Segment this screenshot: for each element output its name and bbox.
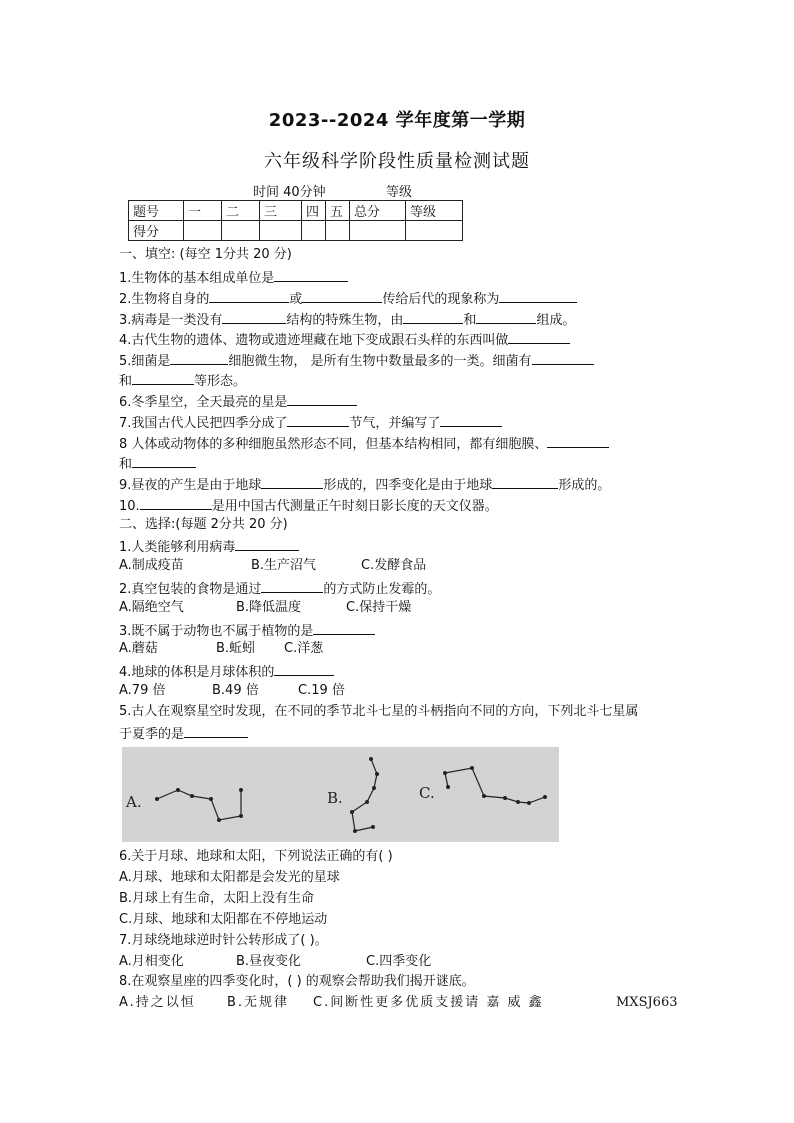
- option-c[interactable]: C.保持干燥: [346, 600, 412, 615]
- option-b-label: B.: [327, 789, 343, 807]
- answer-blank[interactable]: [235, 537, 299, 551]
- answer-blank[interactable]: [132, 454, 196, 468]
- answer-blank[interactable]: [261, 579, 323, 593]
- option-c[interactable]: C.19 倍: [298, 683, 345, 698]
- dipper-b-line: [352, 759, 377, 831]
- question-text: 传给后代的现象称为: [382, 292, 500, 307]
- options-s2-q7: [119, 954, 431, 970]
- answer-blank[interactable]: [287, 413, 349, 427]
- option-b[interactable]: B.生产沼气: [251, 558, 317, 573]
- table-cell: 题号: [129, 201, 184, 221]
- options-s2-q1: [119, 558, 426, 574]
- option-c[interactable]: C.四季变化: [366, 954, 432, 969]
- option-b[interactable]: B.昼夜变化: [236, 954, 302, 969]
- question-s2-q4: [119, 662, 334, 681]
- option-b[interactable]: B.无规律: [227, 995, 290, 1010]
- question-text: 4.古代生物的遗体、遗物或遗迹埋藏在地下变成跟石头样的东西叫做: [119, 333, 509, 348]
- answer-blank[interactable]: [274, 662, 334, 676]
- question-s1-q8: [119, 434, 609, 453]
- options-s2-q3: [119, 641, 323, 657]
- table-cell: 三: [260, 201, 302, 221]
- question-s2-q6: 6.关于月球、地球和太阳，下列说法正确的有( ): [119, 849, 393, 864]
- option-a[interactable]: A.月球、地球和太阳都是会发光的星球: [119, 870, 340, 885]
- question-text: 的方式防止发霉的。: [323, 582, 441, 597]
- question-text: 形成的，四季变化是由于地球: [323, 478, 493, 493]
- option-c[interactable]: C.发酵食品: [361, 558, 427, 573]
- option-c[interactable]: C.月球、地球和太阳都在不停地运动: [119, 912, 328, 927]
- question-s1-q5: [119, 351, 594, 370]
- question-text: 或: [289, 292, 303, 307]
- table-cell: 五: [326, 201, 350, 221]
- answer-blank[interactable]: [547, 434, 609, 448]
- question-text: 形成的。: [558, 478, 611, 493]
- table-cell[interactable]: [326, 221, 350, 241]
- question-s2-q7: 7.月球绕地球逆时针公转形成了( )。: [119, 933, 328, 948]
- option-a[interactable]: A.月相变化: [119, 954, 184, 969]
- option-a[interactable]: A.持之以恒: [119, 995, 196, 1010]
- question-s1-q7: [119, 413, 502, 432]
- footer-code: MXSJ663: [616, 995, 678, 1010]
- question-text: 1.生物体的基本组成单位是: [119, 271, 275, 286]
- section2-heading: 二、选择:(每题 2分共 20 分): [119, 517, 288, 532]
- big-dipper-figure: [122, 747, 559, 842]
- option-b[interactable]: B.月球上有生命，太阳上没有生命: [119, 891, 315, 906]
- dipper-c-stars: [443, 766, 547, 805]
- table-cell: 四: [302, 201, 326, 221]
- question-s1-q6: [119, 392, 357, 411]
- big-dipper-diagrams: [122, 747, 559, 842]
- question-s1-q9: [119, 475, 610, 494]
- question-s2-q3: [119, 621, 375, 640]
- question-text: 组成。: [536, 313, 576, 328]
- table-cell: 总分: [350, 201, 406, 221]
- answer-blank[interactable]: [222, 310, 286, 324]
- question-text: 细胞微生物， 是所有生物中数量最多的一类。细菌有: [228, 354, 532, 369]
- option-b[interactable]: B.49 倍: [212, 683, 259, 698]
- exam-title: 2023--2024 学年度第一学期: [268, 110, 526, 131]
- question-text: 是用中国古代测量正午时刻日影长度的天文仪器。: [211, 499, 498, 514]
- table-row: [129, 221, 463, 241]
- table-cell[interactable]: [260, 221, 302, 241]
- table-cell[interactable]: [222, 221, 260, 241]
- question-s1-q1: [119, 268, 348, 287]
- question-s2-q2: [119, 579, 440, 598]
- option-a[interactable]: A.制成疫苗: [119, 558, 184, 573]
- time-label: 时间 40分钟: [253, 185, 326, 200]
- answer-blank[interactable]: [132, 371, 194, 385]
- answer-blank[interactable]: [440, 413, 502, 427]
- exam-subtitle: 六年级科学阶段性质量检测试题: [264, 151, 530, 172]
- answer-blank[interactable]: [209, 289, 289, 303]
- answer-blank[interactable]: [140, 496, 212, 510]
- grade-label: 等级: [386, 185, 413, 200]
- options-s2-q2: [119, 600, 411, 616]
- section1-heading: 一、填空: (每空 1分共 20 分): [119, 247, 292, 262]
- question-text: 和: [119, 374, 133, 389]
- option-b[interactable]: B.降低温度: [236, 600, 302, 615]
- question-text: 4.地球的体积是月球体积的: [119, 665, 275, 680]
- question-s1-q3: [119, 310, 575, 329]
- question-s1-q10: [119, 496, 498, 515]
- option-c[interactable]: C.间断性更多优质支援请 嘉 威 鑫: [313, 995, 544, 1010]
- question-text: 于夏季的是: [119, 727, 185, 742]
- dipper-a-line: [157, 790, 241, 820]
- question-text: 8 人体或动物体的多种细胞虽然形态不同，但基本结构相同，都有细胞膜、: [119, 437, 548, 452]
- question-s2-q8: 8.在观察星座的四季变化时，( ) 的观察会帮助我们揭开谜底。: [119, 974, 475, 989]
- table-row: [129, 201, 463, 221]
- options-s2-q4: [119, 683, 345, 699]
- option-b[interactable]: B.蚯蚓: [216, 641, 256, 656]
- question-s2-q5-cont: [119, 724, 248, 743]
- answer-blank[interactable]: [261, 475, 323, 489]
- answer-blank[interactable]: [499, 289, 577, 303]
- dipper-a-stars: [155, 788, 243, 822]
- question-text: 5.细菌是: [119, 354, 171, 369]
- table-cell: 二: [222, 201, 260, 221]
- option-c-label: C.: [419, 784, 435, 802]
- question-text: 节气，并编写了: [349, 416, 441, 431]
- answer-blank[interactable]: [532, 351, 594, 365]
- answer-blank[interactable]: [184, 724, 248, 738]
- question-text: 3.病毒是一类没有: [119, 313, 223, 328]
- answer-blank[interactable]: [508, 330, 570, 344]
- question-text: 3.既不属于动物也不属于植物的是: [119, 624, 314, 639]
- answer-blank[interactable]: [274, 268, 348, 282]
- table-cell[interactable]: [350, 221, 406, 241]
- table-cell: 一: [184, 201, 222, 221]
- table-cell[interactable]: [184, 221, 222, 241]
- table-cell: 得分: [129, 221, 184, 241]
- question-s2-q1: [119, 537, 299, 556]
- answer-blank[interactable]: [313, 621, 375, 635]
- question-text: 7.我国古代人民把四季分成了: [119, 416, 288, 431]
- option-c[interactable]: C.洋葱: [284, 641, 324, 656]
- table-cell: 等级: [406, 201, 463, 221]
- question-s2-q5: [119, 704, 638, 720]
- dipper-c-line: [445, 768, 545, 803]
- option-a-label: A.: [126, 793, 142, 811]
- question-text: 10.: [119, 499, 140, 514]
- question-text: 9.昼夜的产生是由于地球: [119, 478, 262, 493]
- answer-blank[interactable]: [492, 475, 558, 489]
- question-text: 2.生物将自身的: [119, 292, 210, 307]
- table-cell[interactable]: [302, 221, 326, 241]
- option-a[interactable]: A.79 倍: [119, 683, 166, 698]
- question-text: 2.真空包装的食物是通过: [119, 582, 262, 597]
- question-text: 6.冬季星空，全天最亮的星是: [119, 395, 288, 410]
- question-text: 结构的特殊生物，由: [286, 313, 404, 328]
- option-a[interactable]: A.蘑菇: [119, 641, 158, 656]
- question-s1-q8-cont: [119, 454, 196, 473]
- question-s1-q2: [119, 289, 577, 308]
- options-s2-q8: [119, 995, 544, 1011]
- question-text: 和: [463, 313, 477, 328]
- answer-blank[interactable]: [476, 310, 536, 324]
- question-text: 1.人类能够利用病毒: [119, 540, 236, 555]
- question-text: 和: [119, 457, 133, 472]
- question-text: 5.古人在观察星空时发现，在不同的季节北斗七星的斗柄指向不同的方向，下列北斗七星属: [119, 704, 639, 719]
- answer-blank[interactable]: [403, 310, 463, 324]
- question-text: 等形态。: [194, 374, 247, 389]
- score-table: [128, 200, 463, 241]
- answer-blank[interactable]: [170, 351, 228, 365]
- option-a[interactable]: A.隔绝空气: [119, 600, 184, 615]
- question-s1-q4: [119, 330, 570, 349]
- dipper-c-handle: [445, 773, 448, 787]
- question-s1-q5-cont: [119, 371, 246, 390]
- table-cell[interactable]: [406, 221, 463, 241]
- answer-blank[interactable]: [287, 392, 357, 406]
- answer-blank[interactable]: [302, 289, 382, 303]
